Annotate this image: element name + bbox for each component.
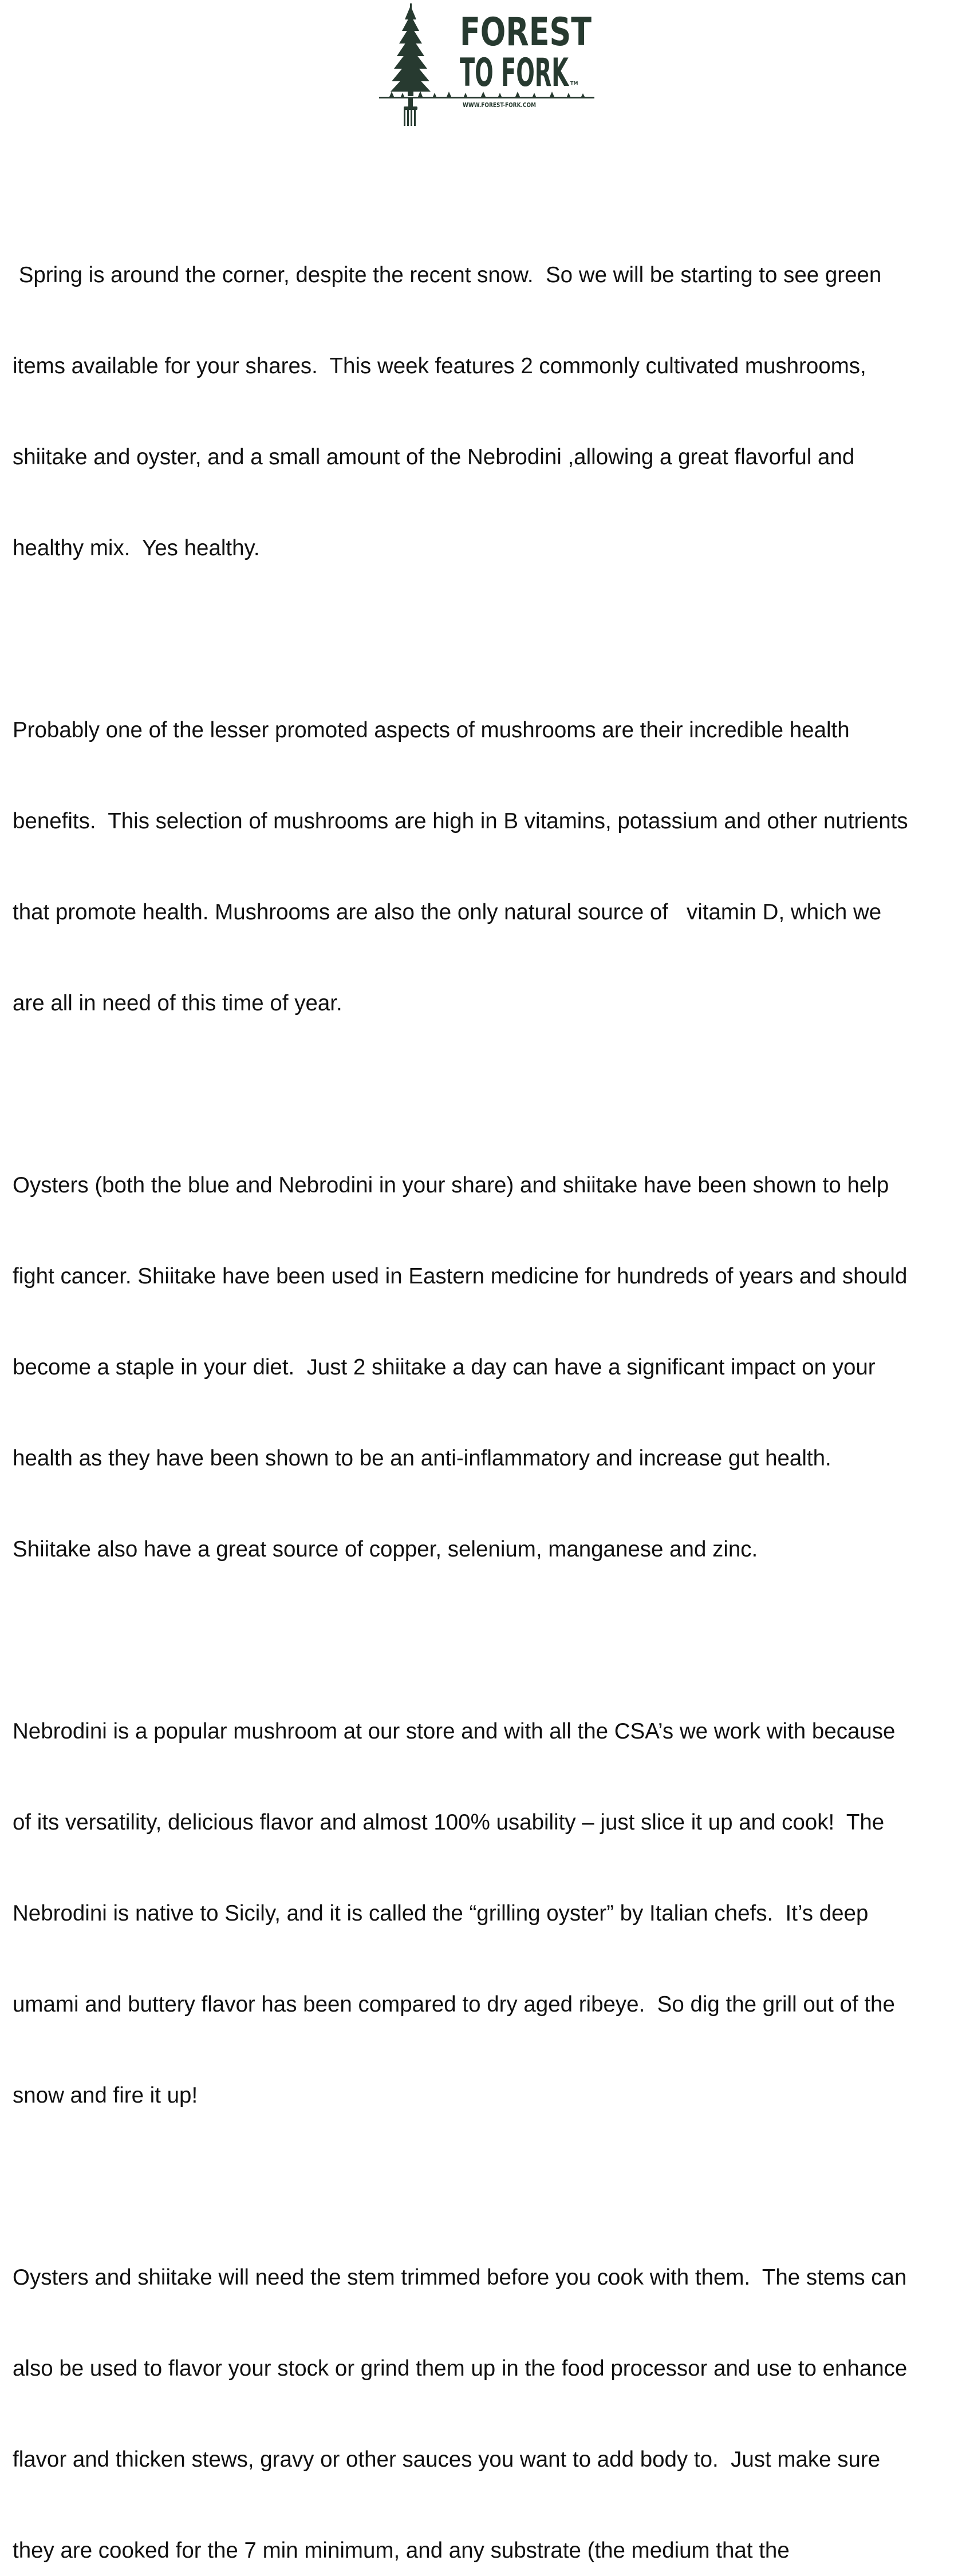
forest-to-fork-logo bbox=[378, 2, 596, 128]
text-line: Spring is around the corner, despite the recent snow. So we will be starting to see green bbox=[13, 263, 882, 287]
paragraph-spring bbox=[13, 199, 957, 624]
logo-line-to-fork: TO FORK bbox=[460, 50, 570, 96]
text-line: Nebrodini is a popular mushroom at our store and with all the CSA’s we work with because bbox=[13, 1719, 896, 1744]
logo-trademark: TM bbox=[570, 81, 578, 86]
text-line: snow and fire it up! bbox=[13, 2083, 198, 2108]
logo-line-forest: FOREST bbox=[460, 10, 592, 55]
logo-url: WWW.FOREST-FORK.COM bbox=[463, 101, 536, 109]
text-line: Oysters (both the blue and Nebrodini in your share) and shiitake have been shown to help bbox=[13, 1173, 889, 1198]
text-line: Probably one of the lesser promoted aspects of mushrooms are their incredible health bbox=[13, 718, 850, 742]
text-line: shiitake and oyster, and a small amount of the Nebrodini ,allowing a great flavorful and bbox=[13, 445, 855, 469]
text-line: are all in need of this time of year. bbox=[13, 991, 342, 1016]
fork-icon bbox=[404, 98, 417, 126]
tree-icon bbox=[391, 3, 431, 96]
text-line: Nebrodini is native to Sicily, and it is called the “grilling oyster” by Italian chefs. It’s deep bbox=[13, 1901, 869, 1926]
text-line: benefits. This selection of mushrooms are high in B vitamins, potassium and other nutrients bbox=[13, 809, 908, 833]
text-line: umami and buttery flavor has been compared to dry aged ribeye. So dig the grill out of the bbox=[13, 1992, 895, 2017]
article-body bbox=[13, 199, 957, 2576]
paragraph-health-benefits bbox=[13, 654, 957, 1079]
text-line: become a staple in your diet. Just 2 shiitake a day can have a significant impact on your bbox=[13, 1355, 876, 1380]
text-line: healthy mix. Yes healthy. bbox=[13, 536, 260, 560]
text-line: Oysters and shiitake will need the stem trimmed before you cook with them. The stems can bbox=[13, 2265, 907, 2290]
text-line: health as they have been shown to be an anti-inflammatory and increase gut health. bbox=[13, 1446, 831, 1471]
paragraph-stem-trimming bbox=[13, 2202, 957, 2576]
text-line: flavor and thicken stews, gravy or other sauces you want to add body to. Just make sure bbox=[13, 2447, 881, 2472]
text-line: that promote health. Mushrooms are also the only natural source of vitamin D, which we bbox=[13, 900, 882, 924]
text-line: also be used to flavor your stock or grind them up in the food processor and use to enhance bbox=[13, 2356, 908, 2381]
text-line: items available for your shares. This week features 2 commonly cultivated mushrooms, bbox=[13, 354, 866, 378]
text-line: Shiitake also have a great source of copper, selenium, manganese and zinc. bbox=[13, 1537, 758, 1562]
paragraph-nebrodini bbox=[13, 1656, 957, 2171]
text-line: they are cooked for the 7 min minimum, and any substrate (the medium that the bbox=[13, 2538, 790, 2563]
paragraph-oysters-shiitake bbox=[13, 1109, 957, 1625]
text-line: of its versatility, delicious flavor and almost 100% usability – just slice it up and cook! The bbox=[13, 1810, 885, 1835]
text-line: fight cancer. Shiitake have been used in Eastern medicine for hundreds of years and should bbox=[13, 1264, 908, 1289]
